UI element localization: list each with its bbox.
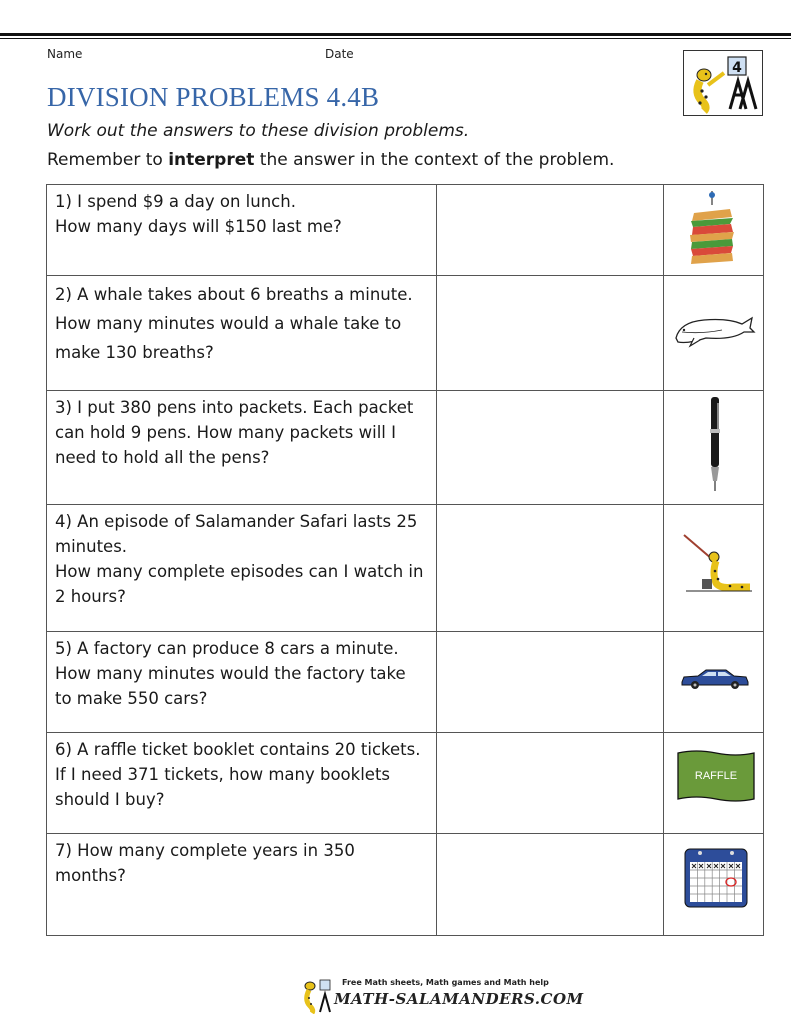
problem-text xyxy=(47,505,437,631)
problem-row xyxy=(47,732,763,833)
answer-space[interactable] xyxy=(437,276,664,390)
problem-line: How many minutes would a whale take to xyxy=(55,314,402,333)
instructions-prefix: Remember to xyxy=(47,150,169,170)
problem-line: How many minutes would the factory take xyxy=(55,664,406,683)
problem-text xyxy=(47,185,437,275)
problem-row xyxy=(47,504,763,631)
instructions-line-2 xyxy=(47,150,614,170)
answer-space[interactable] xyxy=(437,391,664,504)
answer-space[interactable] xyxy=(437,505,664,631)
picture-cell xyxy=(664,391,763,504)
problem-line: minutes. xyxy=(55,537,128,556)
problem-line: 3) I put 380 pens into packets. Each packet xyxy=(55,398,414,417)
calendar-icon xyxy=(684,848,748,908)
problem-row xyxy=(47,185,763,275)
answer-space[interactable] xyxy=(437,834,664,935)
problem-text xyxy=(47,733,437,833)
problem-line: 5) A factory can produce 8 cars a minute. xyxy=(55,639,399,658)
car-icon xyxy=(680,668,750,690)
picture-cell xyxy=(664,185,763,275)
sandwich-icon xyxy=(688,191,736,269)
answer-space[interactable] xyxy=(437,185,664,275)
problem-text xyxy=(47,276,437,390)
salamander-teacher-icon xyxy=(682,533,754,593)
problems-table xyxy=(46,184,764,936)
problem-text xyxy=(47,391,437,504)
problem-line: should I buy? xyxy=(55,790,165,809)
site-footer xyxy=(298,974,584,1016)
footer-brand[interactable]: MATH-SALAMANDERS.COM xyxy=(334,990,584,1008)
raffle-ticket-icon xyxy=(676,749,756,805)
problem-row xyxy=(47,833,763,935)
problem-line: 2 hours? xyxy=(55,587,126,606)
salamander-logo-icon xyxy=(300,976,334,1014)
problem-line: 6) A raffle ticket booklet contains 20 tickets. xyxy=(55,740,421,759)
answer-space[interactable] xyxy=(437,733,664,833)
problem-line: need to hold all the pens? xyxy=(55,448,270,467)
salamander-logo-icon xyxy=(684,51,762,115)
problem-line: 7) How many complete years in 350 xyxy=(55,841,355,860)
problem-line: How many complete episodes can I watch in xyxy=(55,562,424,581)
problem-line: to make 550 cars? xyxy=(55,689,208,708)
problem-line: If I need 371 tickets, how many booklets xyxy=(55,765,391,784)
pen-icon xyxy=(708,397,722,493)
problem-row xyxy=(47,631,763,732)
problem-line: How many days will $150 last me? xyxy=(55,217,342,236)
problem-text xyxy=(47,834,437,935)
problem-line: 4) An episode of Salamander Safari lasts 25 xyxy=(55,512,418,531)
problem-line: 1) I spend $9 a day on lunch. xyxy=(55,192,296,211)
answer-space[interactable] xyxy=(437,632,664,732)
picture-cell xyxy=(664,733,763,833)
problem-row xyxy=(47,390,763,504)
instructions-line-1: Work out the answers to these division problems. xyxy=(47,121,470,141)
footer-tagline: Free Math sheets, Math games and Math help xyxy=(342,978,549,987)
problem-line: 2) A whale takes about 6 breaths a minute. xyxy=(55,285,413,304)
raffle-label: RAFFLE xyxy=(694,770,738,782)
problem-line: make 130 breaths? xyxy=(55,343,214,362)
top-rule xyxy=(0,33,791,36)
problem-line: can hold 9 pens. How many packets will I xyxy=(55,423,396,442)
instructions-emphasis: interpret xyxy=(168,150,255,170)
date-label: Date xyxy=(325,47,354,61)
problem-text xyxy=(47,632,437,732)
instructions-suffix: the answer in the context of the problem. xyxy=(254,150,615,170)
problem-line: months? xyxy=(55,866,126,885)
whale-icon xyxy=(672,308,756,348)
picture-cell xyxy=(664,834,763,935)
picture-cell xyxy=(664,505,763,631)
problem-row xyxy=(47,275,763,390)
picture-cell xyxy=(664,632,763,732)
logo-badge-number: 4 xyxy=(732,60,742,76)
page-title: DIVISION PROBLEMS 4.4B xyxy=(47,82,380,112)
picture-cell xyxy=(664,276,763,390)
top-rule-thin xyxy=(0,38,791,39)
name-label: Name xyxy=(47,47,83,61)
grade-logo xyxy=(683,50,763,116)
